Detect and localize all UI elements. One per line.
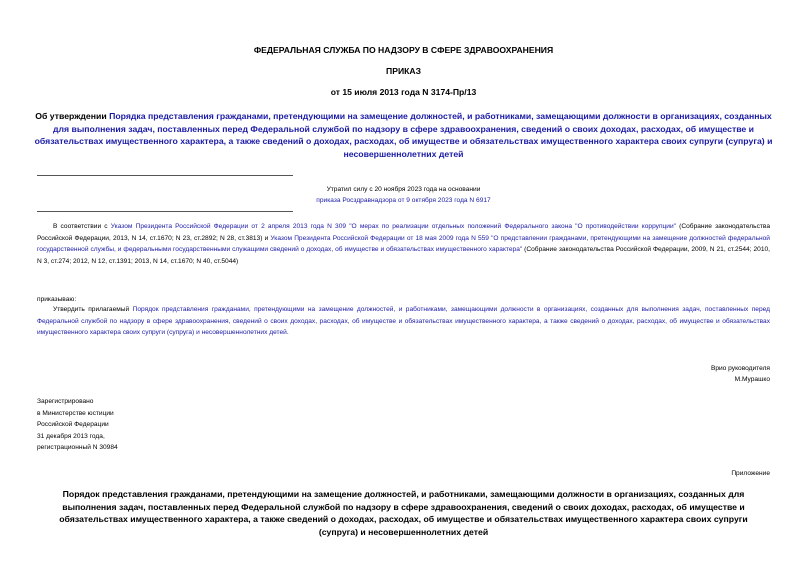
decree-309-link[interactable]: Указом Президента Российской Федерации от 2 апреля 2013 года N 309 "О мерах по реализации отдельных положений Федерального закона "О противодействии коррупции" [110,223,677,230]
signature-position: Врио руководителя [710,365,770,372]
registration-line-1: Зарегистрировано [37,398,94,405]
order-label: приказываю: [37,296,77,303]
status-line: Утратил силу с 20 ноября 2023 года на основании [326,186,481,193]
procedure-link[interactable]: Порядок представления гражданами, претендующими на замещение должностей, и работниками, замещающими должности в организациях, созданных для выполнения задач, поставленных перед Федеральной службой по надзору в сфере здравоохранения, сведений о своих доходах, расходах, об имуществе и обязательствах имущественного характера, а также сведений о доходах, расходах, об имуществе и обязательствах имущественного характера своих супруги (супруга) и несовершеннолетних детей [37,306,770,337]
repeal-order-link[interactable]: приказа Росздравнадзора от 9 октября 2023 года N 6917 [316,197,491,204]
signature-name: М.Мурашко [734,376,770,383]
divider-bottom [37,211,293,212]
order-text-1: Утвердить прилагаемый [53,306,133,313]
registration-line-3: Российской Федерации [37,421,109,429]
title-link[interactable]: Порядка представления гражданами, претендующими на замещение должностей, и работниками, замещающими должности в организациях, созданных для выполнения задач, поставленных перед Федеральной службой по надзору в сфере здравоохранения, сведений о своих доходах, расходах, об имуществе и обязательствах имущественного характера, а также сведений о доходах, расходах, об имуществе и обязательствах имущественного характера своих супруги (супруга) и несовершеннолетних детей [34,111,773,159]
doc-date-number: от 15 июля 2013 года N 3174-Пр/13 [330,87,477,97]
registration-line-5: регистрационный N 30984 [37,444,118,452]
title-prefix: Об утверждении [35,111,110,121]
appendix-title: Порядок представления гражданами, претендующими на замещение должностей, и работниками, замещающими должности в организациях, созданных для выполнения задач, поставленных перед Федеральной службой по надзору в сфере здравоохранения, сведений о своих доходах, расходах, об имуществе и обязательствах имущественного характера, а также сведений о доходах, расходах, об имуществе и обязательствах имущественного характера своих супруги (супруга) и несовершеннолетних детей [59,489,748,537]
order-text-2: . [286,329,289,337]
divider-top [37,175,293,176]
order-paragraph [37,304,770,339]
decree-559-link[interactable]: Указом Президента Российской Федерации от 18 мая 2009 года N 559 "О представлении гражданами, претендующими на замещение должностей федеральной государственной службы, и федеральными государственными служащими сведений о доходах, об имуществе и обязательствах имущественного характера" [37,234,770,254]
preamble-paragraph [37,221,770,267]
status-link-wrap [30,195,777,207]
document-title [30,110,777,160]
appendix-label: Приложение [731,470,770,477]
registration-line-4: 31 декабря 2013 года, [37,432,105,440]
registration-line-2: в Министерстве юстиции [37,409,114,417]
doc-type: ПРИКАЗ [386,66,421,76]
registration-block [37,396,337,454]
preamble-text-1: В соответствии с [53,223,111,230]
agency-name: ФЕДЕРАЛЬНАЯ СЛУЖБА ПО НАДЗОРУ В СФЕРЕ ЗДРАВООХРАНЕНИЯ [253,45,554,55]
preamble-text-3: (Собрание законодательства Российской Федерации, 2009, N 21, ст.2544; 2010, N 3, ст.274; 2012, N 12, ст.1391; 2013, N 14, ст.1670; N 40, ст.5044) [37,246,771,265]
preamble-text-2: (Собрание законодательства Российской Федерации, 2013, N 14, ст.1670; N 23, ст.2892; N 28, ст.3813) и [37,223,771,242]
